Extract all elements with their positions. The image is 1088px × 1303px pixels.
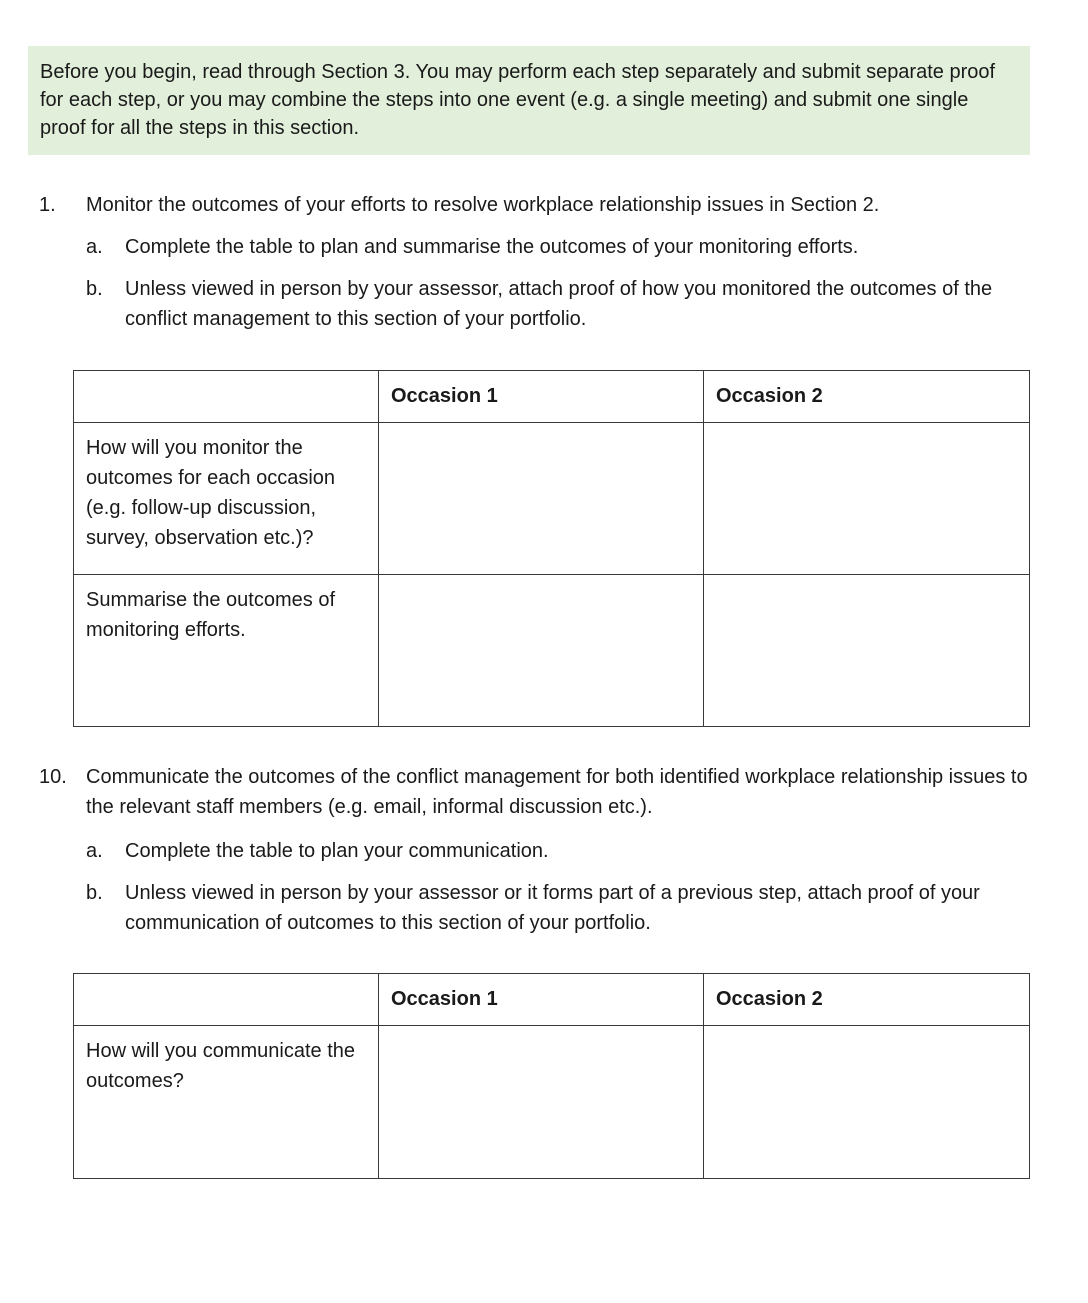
table1-row1-label: How will you monitor the outcomes for each occasion (e.g. follow-up discussion, survey, observation etc.)? bbox=[74, 423, 379, 575]
question-1-text: Monitor the outcomes of your efforts to resolve workplace relationship issues in Section 2. bbox=[86, 194, 880, 216]
table2-header-blank bbox=[74, 974, 379, 1026]
table1-row1-occasion-1-cell[interactable] bbox=[379, 423, 704, 575]
table2-header-occasion-2: Occasion 2 bbox=[704, 974, 1030, 1026]
sub-a-label: a. bbox=[86, 236, 103, 258]
sub-b-label: b. bbox=[86, 278, 103, 300]
sub-b-text: Unless viewed in person by your assessor, attach proof of how you monitored the outcomes of the conflict management to this section of your portfolio. bbox=[125, 278, 993, 330]
sub-a-text: Complete the table to plan and summarise the outcomes of your monitoring efforts. bbox=[125, 236, 859, 258]
table1-row2-label: Summarise the outcomes of monitoring efforts. bbox=[74, 575, 379, 727]
sub-b-text: Unless viewed in person by your assessor or it forms part of a previous step, attach proof of your communication of outcomes to this section of your portfolio. bbox=[125, 882, 980, 934]
table2-header-occasion-1: Occasion 1 bbox=[379, 974, 704, 1026]
question-10-number: 10. bbox=[39, 766, 67, 788]
communication-table bbox=[73, 973, 1030, 1179]
sub-a-label: a. bbox=[86, 840, 103, 862]
table1-header-occasion-1: Occasion 1 bbox=[379, 371, 704, 423]
table2-row1-occasion-2-cell[interactable] bbox=[704, 1026, 1030, 1179]
monitoring-table bbox=[73, 370, 1030, 727]
question-10-text: Communicate the outcomes of the conflict management for both identified workplace relationship issues to the relevant staff members (e.g. email, informal discussion etc.). bbox=[86, 766, 1028, 818]
table1-row1-occasion-2-cell[interactable] bbox=[704, 423, 1030, 575]
sub-b-label: b. bbox=[86, 882, 103, 904]
intro-note: Before you begin, read through Section 3. You may perform each step separately and submit separate proof for each step, or you may combine the steps into one event (e.g. a single meeting) and submit one single proof for all the steps in this section. bbox=[28, 46, 1030, 155]
table1-row2-occasion-2-cell[interactable] bbox=[704, 575, 1030, 727]
table2-row1-label: How will you communicate the outcomes? bbox=[74, 1026, 379, 1179]
question-1-number: 1. bbox=[39, 194, 56, 216]
table1-row2-occasion-1-cell[interactable] bbox=[379, 575, 704, 727]
table1-header-blank bbox=[74, 371, 379, 423]
table1-header-occasion-2: Occasion 2 bbox=[704, 371, 1030, 423]
table2-row1-occasion-1-cell[interactable] bbox=[379, 1026, 704, 1179]
sub-a-text: Complete the table to plan your communication. bbox=[125, 840, 549, 862]
